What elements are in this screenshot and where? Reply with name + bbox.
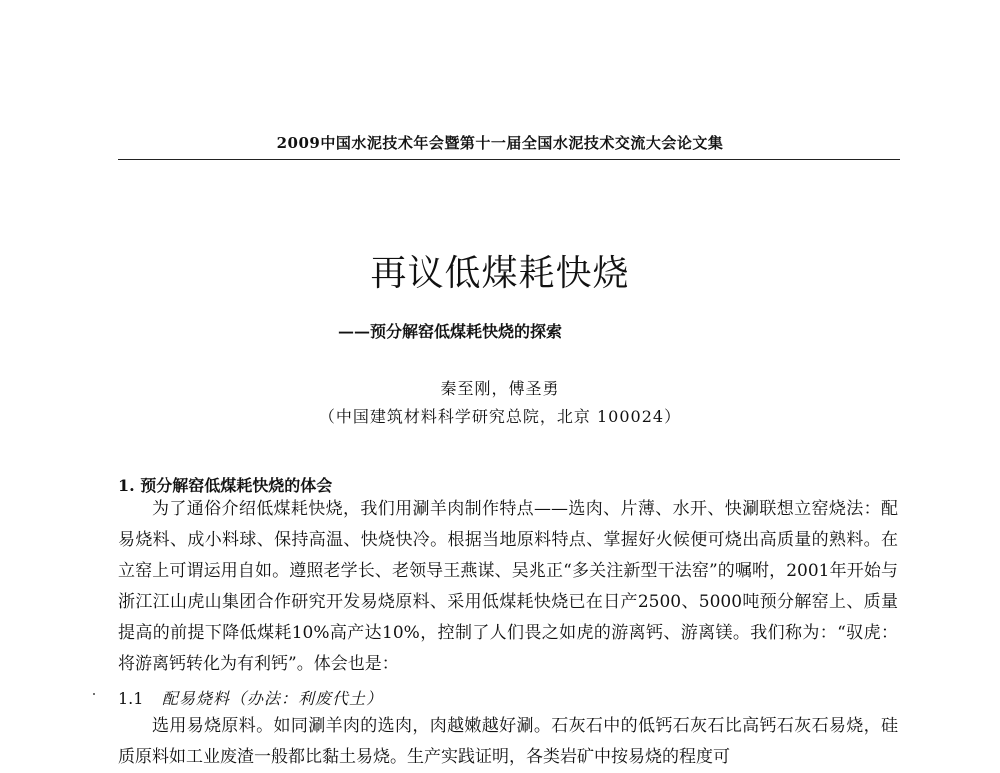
section-1-1-title: 配易烧料（办法：利废代土） bbox=[162, 689, 384, 708]
proceedings-header: 2009中国水泥技术年会暨第十一届全国水泥技术交流大会论文集 bbox=[276, 134, 724, 152]
header-rule bbox=[118, 159, 900, 160]
author-list: 秦至刚，傅圣勇 bbox=[440, 379, 560, 398]
paper-title: 再议低煤耗快烧 bbox=[370, 253, 630, 294]
affiliation: （中国建筑材料科学研究总院，北京 100024） bbox=[318, 407, 682, 426]
section-1-heading: 1. 预分解窑低煤耗快烧的体会 bbox=[118, 476, 333, 495]
section-1-paragraph: 为了通俗介绍低煤耗快烧，我们用涮羊肉制作特点——选肉、片薄、水开、快涮联想立窑烧法：配易烧料、成小料球、保持高温、快烧快冷。根据当地原料特点、掌握好火候便可烧出高质量的熟料。在立窑上可谓运用自如。遵照老学长、老领导王燕谋、吴兆正“多关注新型干法窑”的嘱咐，2001年开始与浙江江山虎山集团合作研究开发易烧原料、采用低煤耗快烧已在日产2500、5000吨预分解窑上、质量提高的前提下降低煤耗10%高产达10%，控制了人们畏之如虎的游离钙、游离镁。我们称为：“驭虎：将游离钙转化为有利钙”。体会也是： bbox=[118, 499, 898, 674]
paper-subtitle: ——预分解窑低煤耗快烧的探索 bbox=[338, 322, 563, 341]
section-1-1-heading bbox=[118, 686, 383, 709]
section-1-1-paragraph: 选用易烧原料。如同涮羊肉的选肉，肉越嫩越好涮。石灰石中的低钙石灰石比高钙石灰石易烧，硅质原料如工业废渣一般都比黏土易烧。生产实践证明，各类岩矿中按易烧的程度可 bbox=[118, 716, 898, 767]
margin-mark bbox=[93, 693, 95, 695]
section-1-1-number: 1.1 bbox=[118, 689, 144, 708]
